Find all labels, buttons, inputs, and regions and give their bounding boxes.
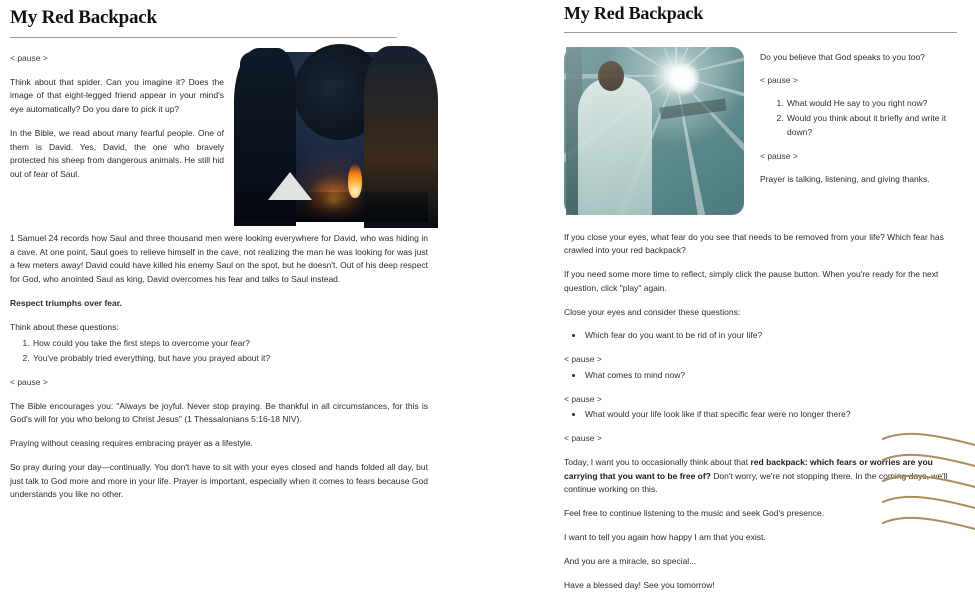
list-intro-consider: Close your eyes and consider these questions: (564, 306, 959, 320)
question-list (760, 97, 959, 139)
man-sunrays-well-photo (564, 47, 744, 215)
closing-text-bold: red backpack: which fears or worries are you carrying that you want to be free of? (564, 457, 933, 481)
left-page-content (10, 52, 428, 502)
pause-marker: < pause > (760, 150, 959, 164)
title-divider (564, 32, 957, 33)
right-page-top-text (760, 47, 959, 197)
right-page-top-block (564, 47, 959, 215)
left-page (0, 0, 440, 545)
list-intro-questions: Think about these questions: (10, 321, 428, 335)
paragraph-prayer-definition: Prayer is talking, listening, and giving thanks. (760, 173, 959, 187)
person-figure-decor (578, 77, 652, 215)
closing-text-pre: Today, I want you to occasionally think about that (564, 457, 750, 467)
paragraph-pray-continually: So pray during your day—continually. You don't have to sit with your eyes closed and hands folded all day, but just talk to God more and more in your life. Prayer is important, especially when it comes to fears because God understands you like no other. (10, 461, 428, 502)
pause-marker: < pause > (564, 393, 959, 407)
paragraph-spider: Think about that spider. Can you imagine it? Does the image of that eight-legged friend appear in your mind's eye automatically? Do you dare to pick it up? (10, 76, 428, 117)
question-lead-text: Do you believe that God speaks to you too? (760, 51, 959, 65)
paragraph-1-samuel-24: 1 Samuel 24 records how Saul and three thousand men were looking everywhere for David, who was hiding in a cave. At one point, Saul goes to relieve himself in the cave, not realizing the man he was looking for was just a few meters away! David could have killed his enemy Saul on the spot, but he doesn't. Out of his deep respect for God, who anointed Saul as king, David overcomes his fear and talks to Saul instead. (10, 232, 428, 287)
bullet-list-2 (564, 369, 959, 383)
paragraph-happy-you-exist: I want to tell you again how happy I am that you exist. (564, 531, 959, 545)
list-item: 1. How could you take the first steps to overcome your fear? (32, 337, 428, 351)
pause-marker: < pause > (10, 376, 428, 390)
list-item: 2. You've probably tried everything, but have you prayed about it? (32, 352, 428, 366)
paragraph-david: In the Bible, we read about many fearful people. One of them is David. Yes, David, the one who bravely protected his sheep from dangerous animals. He still hid out of fear of Saul. (10, 127, 428, 182)
paragraph-praying-lifestyle: Praying without ceasing requires embracing prayer as a lifestyle. (10, 437, 428, 451)
paragraph-continue-listening: Feel free to continue listening to the music and seek God's presence. (564, 507, 959, 521)
heading-respect-triumphs: Respect triumphs over fear. (10, 297, 428, 311)
bullet-list-3 (564, 408, 959, 422)
pause-marker: < pause > (760, 74, 959, 88)
tent-decor (268, 172, 312, 200)
closing-text-post: Don't worry, we're not stopping there. In the coming days, we'll continue working on this. (564, 471, 948, 495)
paragraph-pause-button-instructions: If you need some more time to reflect, simply click the pause button. When you're ready for the next question, click "play" again. (564, 268, 959, 296)
paragraph-thessalonians: The Bible encourages you: "Always be joyful. Never stop praying. Be thankful in all circumstances, for this is God's will for you who belong to Christ Jesus" (1 Thessalonians 5:16-18 NIV). (10, 400, 428, 428)
question-list (10, 337, 428, 366)
page-title: My Red Backpack (564, 2, 959, 25)
paragraph-you-are-a-miracle: And you are a miracle, so special... (564, 555, 959, 569)
pause-marker: < pause > (564, 432, 959, 446)
paragraph-blessed-day: Have a blessed day! See you tomorrow! (564, 579, 959, 592)
list-item: • What would your life look like if that specific fear were no longer there? (584, 408, 959, 422)
list-item: • What comes to mind now? (584, 369, 959, 383)
pause-marker: < pause > (10, 52, 428, 66)
page-title: My Red Backpack (10, 6, 428, 30)
list-item: 2. Would you think about it briefly and write it down? (786, 112, 959, 140)
campfire-tent-night-forest-photo (240, 52, 428, 222)
pause-marker: < pause > (564, 353, 959, 367)
right-page-content (564, 231, 959, 592)
campfire-decor (348, 164, 362, 198)
paragraph-close-your-eyes: If you close your eyes, what fear do you see that needs to be removed from your life? Which fear has crawled into your red backpack? (564, 231, 959, 259)
right-page (556, 0, 969, 545)
paragraph-red-backpack-closing (564, 456, 959, 497)
title-divider (10, 37, 397, 38)
bullet-list-1 (564, 329, 959, 343)
list-item: • Which fear do you want to be rid of in your life? (584, 329, 959, 343)
list-item: 1. What would He say to you right now? (786, 97, 959, 111)
